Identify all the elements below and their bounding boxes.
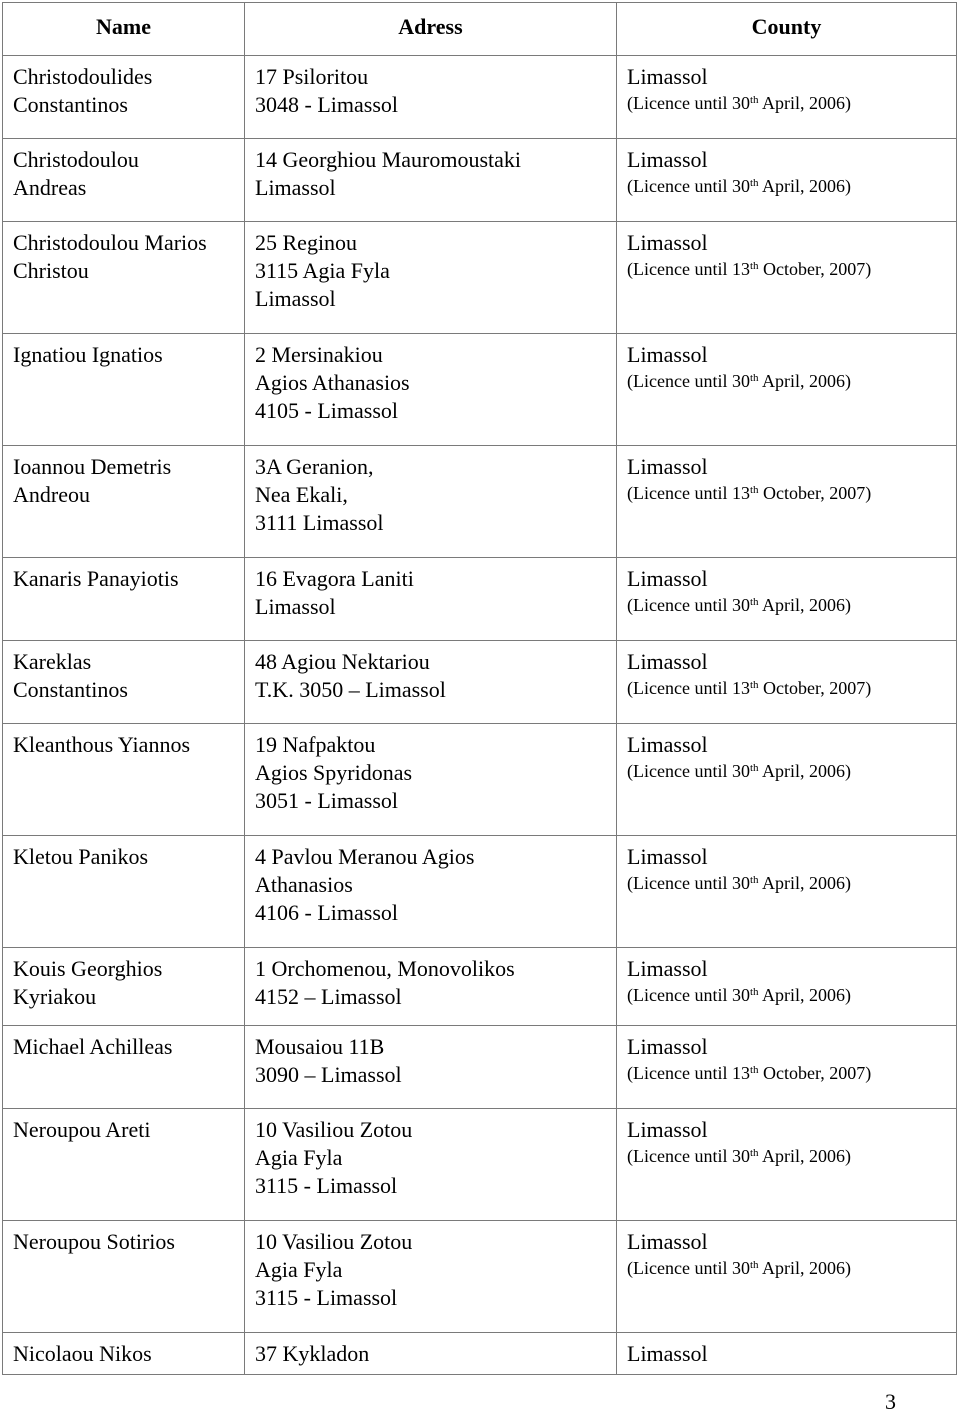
county-name: Limassol [627,64,708,89]
table-row [3,139,957,222]
county-name: Limassol [627,1034,708,1059]
licence-ordinal-suffix: th [749,177,759,189]
county-name: Limassol [627,732,708,757]
county-cell [617,724,957,836]
licence-note [627,369,946,393]
table-row [3,334,957,446]
licence-ordinal-suffix: th [749,1259,759,1271]
table-row [3,948,957,1026]
registry-table [2,2,957,1375]
dealer-address: 4 Pavlou Meranou Agios Athanasios 4106 - Limassol [245,836,617,948]
dealer-address: 48 Agiou Nektariou T.K. 3050 – Limassol [245,641,617,724]
licence-date: April, 2006) [758,1146,852,1166]
licence-text: (Licence until 30 [627,985,750,1005]
dealer-name: Michael Achilleas [3,1026,245,1109]
licence-ordinal-suffix: th [749,372,759,384]
county-name: Limassol [627,956,708,981]
table-row [3,558,957,641]
licence-text: (Licence until 30 [627,371,750,391]
licence-text: (Licence until 13 [627,678,750,698]
county-cell [617,56,957,139]
licence-date: April, 2006) [758,176,852,196]
licence-date: April, 2006) [758,595,852,615]
licence-ordinal-suffix: th [749,679,759,691]
table-row [3,836,957,948]
licence-text: (Licence until 30 [627,1146,750,1166]
dealer-address: 37 Kykladon [245,1333,617,1375]
county-name: Limassol [627,342,708,367]
licence-ordinal-suffix: th [749,596,759,608]
licence-date: April, 2006) [758,761,852,781]
licence-ordinal-suffix: th [749,1064,759,1076]
dealer-name: Neroupou Areti [3,1109,245,1221]
dealer-name: Kareklas Constantinos [3,641,245,724]
dealer-address: 16 Evagora Laniti Limassol [245,558,617,641]
county-cell [617,1109,957,1221]
table-row [3,641,957,724]
dealer-name: Nicolaou Nikos [3,1333,245,1375]
dealer-address: 10 Vasiliou Zotou Agia Fyla 3115 - Limassol [245,1221,617,1333]
county-name: Limassol [627,844,708,869]
licence-date: April, 2006) [758,371,852,391]
licence-date: October, 2007) [758,259,872,279]
licence-ordinal-suffix: th [749,484,759,496]
dealer-address: Mousaiou 11B 3090 – Limassol [245,1026,617,1109]
county-name: Limassol [627,566,708,591]
county-name: Limassol [627,147,708,172]
dealer-address: 19 Nafpaktou Agios Spyridonas 3051 - Limassol [245,724,617,836]
dealer-address: 10 Vasiliou Zotou Agia Fyla 3115 - Limassol [245,1109,617,1221]
header-address: Adress [245,3,617,56]
county-cell [617,139,957,222]
dealer-address: 2 Mersinakiou Agios Athanasios 4105 - Limassol [245,334,617,446]
licence-ordinal-suffix: th [749,1147,759,1159]
licence-date: October, 2007) [758,678,872,698]
licence-note [627,1256,946,1280]
county-name: Limassol [627,1229,708,1254]
licence-date: April, 2006) [758,93,852,113]
licence-text: (Licence until 13 [627,483,750,503]
licence-ordinal-suffix: th [749,986,759,998]
table-row [3,56,957,139]
licence-date: October, 2007) [758,483,872,503]
licence-note [627,257,946,281]
county-name: Limassol [627,230,708,255]
table-row [3,724,957,836]
county-name: Limassol [627,1341,708,1366]
licence-date: April, 2006) [758,1258,852,1278]
dealer-name: Christodoulides Constantinos [3,56,245,139]
dealer-address: 17 Psiloritou 3048 - Limassol [245,56,617,139]
table-body [3,56,957,1375]
licence-note [627,759,946,783]
licence-text: (Licence until 30 [627,176,750,196]
licence-text: (Licence until 30 [627,873,750,893]
county-cell [617,1026,957,1109]
county-cell [617,558,957,641]
licence-note [627,983,946,1007]
table-row [3,1333,957,1375]
table-row [3,1109,957,1221]
dealer-name: Christodoulou Andreas [3,139,245,222]
licence-text: (Licence until 30 [627,761,750,781]
dealer-name: Kouis Georghios Kyriakou [3,948,245,1026]
dealer-name: Kletou Panikos [3,836,245,948]
county-cell [617,641,957,724]
county-cell [617,836,957,948]
county-cell [617,1221,957,1333]
dealer-address: 25 Reginou 3115 Agia Fyla Limassol [245,222,617,334]
header-name: Name [3,3,245,56]
dealer-address: 14 Georghiou Mauromoustaki Limassol [245,139,617,222]
licence-ordinal-suffix: th [749,260,759,272]
licence-text: (Licence until 30 [627,1258,750,1278]
dealer-address: 1 Orchomenou, Monovolikos 4152 – Limassol [245,948,617,1026]
licence-note [627,91,946,115]
licence-text: (Licence until 13 [627,1063,750,1083]
licence-text: (Licence until 30 [627,93,750,113]
licence-note [627,481,946,505]
licence-date: April, 2006) [758,985,852,1005]
county-name: Limassol [627,454,708,479]
dealer-name: Kanaris Panayiotis [3,558,245,641]
dealer-name: Ignatiou Ignatios [3,334,245,446]
licence-ordinal-suffix: th [749,762,759,774]
header-row [3,3,957,56]
dealer-name: Neroupou Sotirios [3,1221,245,1333]
licence-note [627,676,946,700]
licence-date: October, 2007) [758,1063,872,1083]
licence-note [627,174,946,198]
county-cell [617,1333,957,1375]
dealer-name: Christodoulou Marios Christou [3,222,245,334]
licence-date: April, 2006) [758,873,852,893]
county-cell [617,334,957,446]
county-cell [617,222,957,334]
county-name: Limassol [627,649,708,674]
table-row [3,1026,957,1109]
licence-text: (Licence until 30 [627,595,750,615]
dealer-address: 3A Geranion, Nea Ekali, 3111 Limassol [245,446,617,558]
table-row [3,1221,957,1333]
table-row [3,222,957,334]
page-number: 3 [885,1389,896,1414]
licence-note [627,871,946,895]
dealer-name: Kleanthous Yiannos [3,724,245,836]
county-cell [617,446,957,558]
table-row [3,446,957,558]
county-name: Limassol [627,1117,708,1142]
licence-note [627,593,946,617]
licence-note [627,1061,946,1085]
county-cell [617,948,957,1026]
dealer-name: Ioannou Demetris Andreou [3,446,245,558]
header-county: County [617,3,957,56]
licence-text: (Licence until 13 [627,259,750,279]
licence-ordinal-suffix: th [749,94,759,106]
licence-note [627,1144,946,1168]
licence-ordinal-suffix: th [749,874,759,886]
